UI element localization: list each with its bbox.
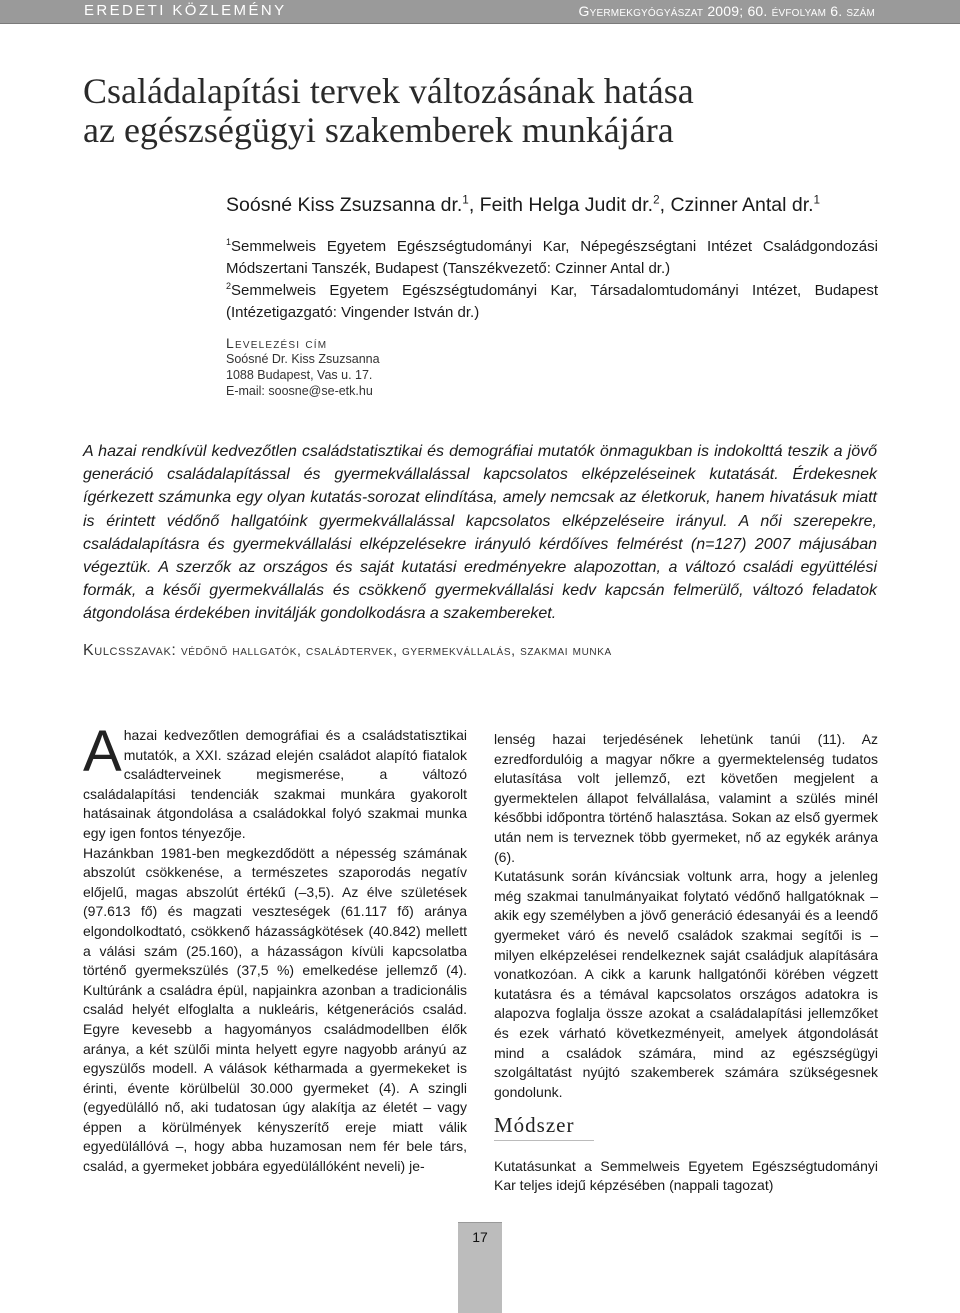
affiliation-1-text: Semmelweis Egyetem Egészségtudományi Kar, Népegészségtani Intézet Családgondozási Módszertani Tanszék, Budapest (Tanszékvezető: Czinner Antal dr.) xyxy=(226,238,878,277)
body-column-right xyxy=(494,730,878,1196)
author-3: Czinner Antal dr. xyxy=(670,194,814,216)
author-1-affiliation-mark: 1 xyxy=(462,193,469,207)
intro-paragraph xyxy=(83,719,467,844)
journal-header-bar xyxy=(0,0,960,24)
page-number: 17 xyxy=(472,1229,488,1245)
author-2: Feith Helga Judit dr. xyxy=(479,194,654,216)
author-1: Soósné Kiss Zsuzsanna dr. xyxy=(226,194,463,216)
title-line-1: Családalapítási tervek változásának hatása xyxy=(83,71,694,111)
body-paragraph: Kutatásunkat a Semmelweis Egyetem Egészségtudományi Kar teljes idejű képzésében (nappali tagozat) xyxy=(494,1157,878,1194)
body-paragraph: lenség hazai terjedésének lehetünk tanúi (11). Az ezredfordulóig a magyar nőkre a gyermektelenség tudatos elutasítása volt jellemző, ezt követően megjelent a gyermektelen állapot felvállalása, valamint a szülés minél későbbi időpontra történő halasztása. Sokan az első gyermek után nem is terveznek több gyermeket, nő az egykék aránya (6). xyxy=(494,731,878,865)
author-2-affiliation-mark: 2 xyxy=(653,193,660,207)
correspondence-email: E-mail: soosne@se-etk.hu xyxy=(226,384,373,398)
affiliation-1 xyxy=(226,236,878,280)
correspondence-address xyxy=(226,335,626,399)
keywords xyxy=(83,642,877,660)
journal-citation: Gyermekgyógyászat 2009; 60. évfolyam 6. szám xyxy=(578,3,875,19)
correspondence-name: Soósné Dr. Kiss Zsuzsanna xyxy=(226,352,380,366)
body-column-left xyxy=(83,719,467,1177)
body-paragraph: Kutatásunk során kíváncsiak voltunk arra, hogy a jelenleg még szakmai tanulmányaikat folytató védőnő hallgatóknak – akik egy személyben a jövő generáció édesanyái és a leendő gyermeket váró és nevelő családok szakmai segítői is – milyen elképzelései rendelkeznek saját családjuk alapítására vonatkozóan. A cikk a karunk hallgatónői körében végzett kutatásra és a témával kapcsolatos országos adatokra is alapozva foglalja össze azokat a családalapítási jellemzőket és ezek várható következményeit, amelyek átgondolását mind a családok számára, mind az egészségügyi szolgáltatást nyújtó szakemberek számára szükségesnek gondolunk. xyxy=(494,868,878,1100)
keywords-list: védőnő hallgatók, családtervek, gyermekvállalás, szakmai munka xyxy=(180,642,612,658)
correspondence-street: 1088 Budapest, Vas u. 17. xyxy=(226,368,373,382)
affiliations xyxy=(226,236,878,324)
page-number-tab xyxy=(458,1222,502,1313)
article-title xyxy=(83,72,883,150)
author-3-affiliation-mark: 1 xyxy=(813,193,821,207)
correspondence-label: Levelezési cím xyxy=(226,335,328,351)
author-list xyxy=(226,194,886,217)
title-line-2: az egészségügyi szakemberek munkájára xyxy=(83,110,674,150)
affiliation-1-mark: 1 xyxy=(226,237,232,247)
section-heading-methods: Módszer xyxy=(494,1116,594,1141)
keywords-label: Kulcsszavak: xyxy=(83,642,177,659)
drop-cap: A xyxy=(83,719,122,784)
abstract: A hazai rendkívül kedvezőtlen családstatisztikai és demográfiai mutatók önmagukban is indokolttá teszik a jövő generáció családalapítással és gyermekvállalással kapcsolatos elképzeléseinek kutatását. Érdekesnek ígérkezett számunka egy olyan kutatás-sorozat elindítása, amely nemcsak az életkoruk, hanem hivatásuk miatt is érintett védőnő hallgatóink gyermekvállalással kapcsolatos elképzeléseire irányul. A női szerepekre, családalapításra és gyermekvállalási elképzelésekre irányuló kérdőíves felmérést (n=127) 2007 májusában végeztük. A szerzők az országos és saját kutatási eredményekre alapozottan, a változó családi együttélési formák, a késői gyermekvállalás és csökkenő gyermekvállalási kedv kapcsán felmerülő, változó feladatok átgondolása érdekében invitálják gondolkodásra a szakembereket. xyxy=(83,443,877,623)
author-separator: , xyxy=(659,194,671,216)
intro-paragraph-text: hazai kedvezőtlen demográfiai és a családstatisztikai mutatók, a XXI. század elején családot alapító fiatalok családterveinek megismerése, a változó családalapítási tendenciák szakmai munkára gyakorolt hatásainak átgondolása a családokkal folyó szakmai munka egy igen fontos tényezője. xyxy=(83,727,467,841)
affiliation-2-mark: 2 xyxy=(226,281,232,291)
body-paragraph: Hazánkban 1981-ben megkezdődött a népesség számának abszolút csökkenése, a természetes szaporodás negatív előjelű, magas abszolút értékű (–3,5). Az élve születések (97.613 fő) és magzati veszteségek (61.117 fő) aránya elgondolkodtató, csökkenő házasságkötések (40.842) mellett a válási szám (25.160), a házasságon kívüli kapcsolatba történő gyermekszülés (37,5 %) emelkedése jellemző (4). Kultúránk a családra épül, napjainkra azonban a tradicionális család helyét elfoglalta a nukleáris, kétgenerációs család. Egyre kevesebb a hagyományos családmodellben élők aránya, a két szülői minta helyett egyre nagyobb arányú az egyszülős modell. A válások kétharmada a gyermekeket is érinti, évente körülbelül 30.000 gyermeket (4). A szingli (egyedülálló nő, aki tudatosan úgy alakítja az életét – vagy éppen a körülmények kényszerítő ereje miatt válik egyedülállóvá –, hogy abba huzamosan nem fér bele társ, család, a gyermeket jobbára egyedülállóként neveli) je- xyxy=(83,844,467,1175)
affiliation-2 xyxy=(226,280,878,324)
article-type-label: EREDETI KÖZLEMÉNY xyxy=(84,2,287,19)
section-spacer xyxy=(494,1141,878,1157)
affiliation-2-text: Semmelweis Egyetem Egészségtudományi Kar, Társadalomtudományi Intézet, Budapest (Intézetigazgató: Vingender István dr.) xyxy=(226,282,878,321)
author-separator: , xyxy=(468,194,480,216)
